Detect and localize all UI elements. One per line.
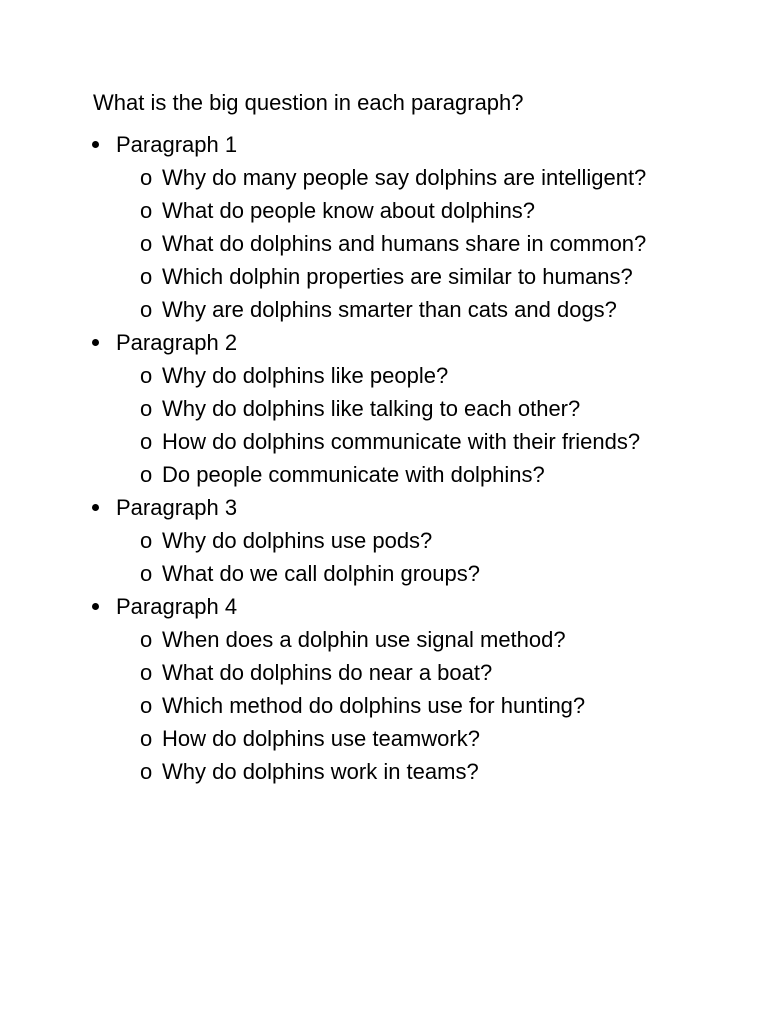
question-text: What do dolphins and humans share in common?: [162, 231, 647, 256]
circle-bullet-icon: o: [140, 297, 153, 322]
question-text: Which method do dolphins use for hunting?: [162, 693, 586, 718]
paragraph-label: Paragraph 3: [116, 495, 238, 520]
question-item: [0, 359, 692, 392]
circle-bullet-icon: o: [140, 660, 153, 685]
question-text: Why do dolphins like talking to each other?: [162, 396, 581, 421]
question-item: [0, 227, 692, 260]
question-item: [0, 194, 692, 227]
question-item: [0, 623, 692, 656]
question-item: [0, 656, 692, 689]
question-list: [0, 623, 768, 788]
circle-bullet-icon: o: [140, 363, 153, 388]
circle-bullet-icon: o: [140, 561, 153, 586]
question-text: What do people know about dolphins?: [162, 198, 536, 223]
paragraph-list: [0, 128, 768, 788]
paragraph-heading: [0, 590, 768, 623]
question-item: [0, 689, 692, 722]
circle-bullet-icon: o: [140, 264, 153, 289]
question-item: [0, 557, 692, 590]
question-text: Why do many people say dolphins are intelligent?: [162, 165, 647, 190]
question-list: [0, 359, 768, 491]
paragraph-item: [0, 590, 768, 788]
question-text: Why do dolphins like people?: [162, 363, 449, 388]
question-text: Do people communicate with dolphins?: [162, 462, 545, 487]
circle-bullet-icon: o: [140, 198, 153, 223]
question-text: How do dolphins use teamwork?: [162, 726, 480, 751]
paragraph-heading: [0, 326, 768, 359]
paragraph-label: Paragraph 4: [116, 594, 238, 619]
bullet-icon: [92, 339, 99, 346]
circle-bullet-icon: o: [140, 693, 153, 718]
question-item: [0, 425, 692, 458]
circle-bullet-icon: o: [140, 165, 153, 190]
question-text: Why do dolphins use pods?: [162, 528, 433, 553]
bullet-icon: [92, 603, 99, 610]
bullet-icon: [92, 141, 99, 148]
question-text: How do dolphins communicate with their friends?: [162, 429, 641, 454]
paragraph-item: [0, 128, 768, 326]
question-text: What do we call dolphin groups?: [162, 561, 480, 586]
question-text: Which dolphin properties are similar to humans?: [162, 264, 633, 289]
paragraph-item: [0, 326, 768, 491]
question-text: Why are dolphins smarter than cats and dogs?: [162, 297, 617, 322]
question-item: [0, 392, 692, 425]
paragraph-item: [0, 491, 768, 590]
circle-bullet-icon: o: [140, 528, 153, 553]
question-item: [0, 524, 692, 557]
circle-bullet-icon: o: [140, 726, 153, 751]
question-item: [0, 260, 692, 293]
paragraph-label: Paragraph 1: [116, 132, 238, 157]
bullet-icon: [92, 504, 99, 511]
paragraph-heading: [0, 491, 768, 524]
question-item: [0, 755, 692, 788]
circle-bullet-icon: o: [140, 759, 153, 784]
question-text: Why do dolphins work in teams?: [162, 759, 479, 784]
document-heading: What is the big question in each paragraph?: [93, 90, 524, 115]
circle-bullet-icon: o: [140, 231, 153, 256]
question-item: [0, 722, 692, 755]
question-text: When does a dolphin use signal method?: [162, 627, 566, 652]
circle-bullet-icon: o: [140, 396, 153, 421]
paragraph-heading: [0, 128, 768, 161]
question-list: [0, 161, 768, 326]
circle-bullet-icon: o: [140, 462, 153, 487]
question-item: [0, 161, 692, 194]
circle-bullet-icon: o: [140, 627, 153, 652]
question-text: What do dolphins do near a boat?: [162, 660, 493, 685]
question-item: [0, 293, 692, 326]
question-item: [0, 458, 692, 491]
question-list: [0, 524, 768, 590]
paragraph-label: Paragraph 2: [116, 330, 238, 355]
circle-bullet-icon: o: [140, 429, 153, 454]
